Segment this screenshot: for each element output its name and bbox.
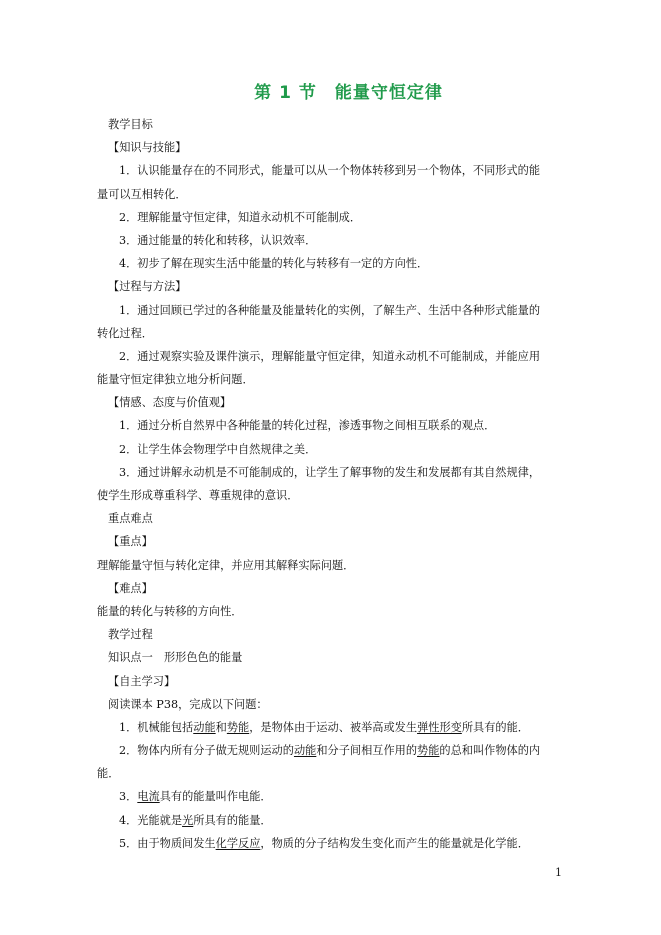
- question-line: 能．: [97, 767, 120, 781]
- paragraph-line: 转化过程．: [97, 326, 153, 340]
- answer-blank: 动能: [293, 744, 317, 758]
- paragraph-line: 2．通过观察实验及课件演示，理解能量守恒定律，知道永动机不可能制成，并能应用: [119, 349, 541, 363]
- knowledge-point-heading: 知识点一 形形色色的能量: [108, 651, 243, 665]
- subsection-heading: 【情感、态度与价值观】: [108, 396, 232, 410]
- paragraph-line: 4．初步了解在现实生活中能量的转化与转移有一定的方向性．: [119, 257, 429, 271]
- paragraph-line: 2．让学生体会物理学中自然规律之美．: [119, 442, 317, 456]
- question-line: 3．电流具有的能量叫作电能．: [119, 790, 272, 804]
- question-line: 2．物体内所有分子做无规则运动的动能和分子间相互作用的势能的总和叫作物体的内: [119, 744, 541, 758]
- answer-blank: 势能: [417, 744, 440, 758]
- subsection-heading: 【过程与方法】: [108, 280, 187, 294]
- paragraph-line: 使学生形成尊重科学、尊重规律的意识．: [97, 489, 299, 502]
- answer-blank: 弹性形变: [417, 720, 462, 734]
- subsection-heading: 【重点】: [108, 535, 153, 549]
- paragraph-line: 阅读课本 P38，完成以下问题：: [108, 697, 268, 711]
- answer-blank: 光: [182, 813, 194, 827]
- paragraph-line: 1．通过分析自然界中各种能量的转化过程，渗透事物之间相互联系的观点．: [119, 419, 496, 433]
- answer-blank: 势能: [226, 720, 250, 734]
- paragraph-line: 3．通过能量的转化和转移，认识效率．: [119, 233, 317, 247]
- paragraph-line: 2．理解能量守恒定律，知道永动机不可能制成．: [119, 210, 362, 224]
- answer-blank: 动能: [193, 720, 216, 734]
- question-line: 4．光能就是光所具有的能量．: [119, 813, 272, 827]
- page-number: 1: [555, 866, 562, 879]
- paragraph-line: 能量守恒定律独立地分析问题．: [97, 373, 254, 387]
- subsection-heading: 【自主学习】: [108, 674, 176, 688]
- section-heading: 教学过程: [108, 628, 153, 642]
- page-title: 第 1 节 能量守恒定律: [254, 83, 443, 103]
- answer-blank: 化学反应: [215, 836, 261, 850]
- section-heading: 教学目标: [108, 118, 153, 131]
- subsection-heading: 【难点】: [108, 581, 153, 595]
- paragraph-line: 量可以互相转化．: [97, 187, 187, 201]
- paragraph-line: 1．认识能量存在的不同形式，能量可以从一个物体转移到另一个物体，不同形式的能: [119, 164, 541, 178]
- question-line: 1．机械能包括动能和势能，是物体由于运动、被举高或发生弹性形变所具有的能．: [119, 720, 529, 734]
- answer-blank: 电流: [137, 790, 160, 804]
- paragraph-line: 能量的转化与转移的方向性．: [97, 604, 243, 618]
- paragraph-line: 3．通过讲解永动机是不可能制成的，让学生了解事物的发生和发展都有其自然规律，: [119, 465, 541, 479]
- subsection-heading: 【知识与技能】: [108, 141, 187, 155]
- document-body: [97, 113, 567, 855]
- question-line: 5．由于物质间发生化学反应，物质的分子结构发生变化而产生的能量就是化学能．: [119, 836, 529, 850]
- paragraph-line: 1．通过回顾已学过的各种能量及能量转化的实例，了解生产、生活中各种形式能量的: [119, 303, 541, 317]
- section-heading: 重点难点: [108, 512, 153, 526]
- paragraph-line: 理解能量守恒与转化定律，并应用其解释实际问题．: [97, 558, 355, 572]
